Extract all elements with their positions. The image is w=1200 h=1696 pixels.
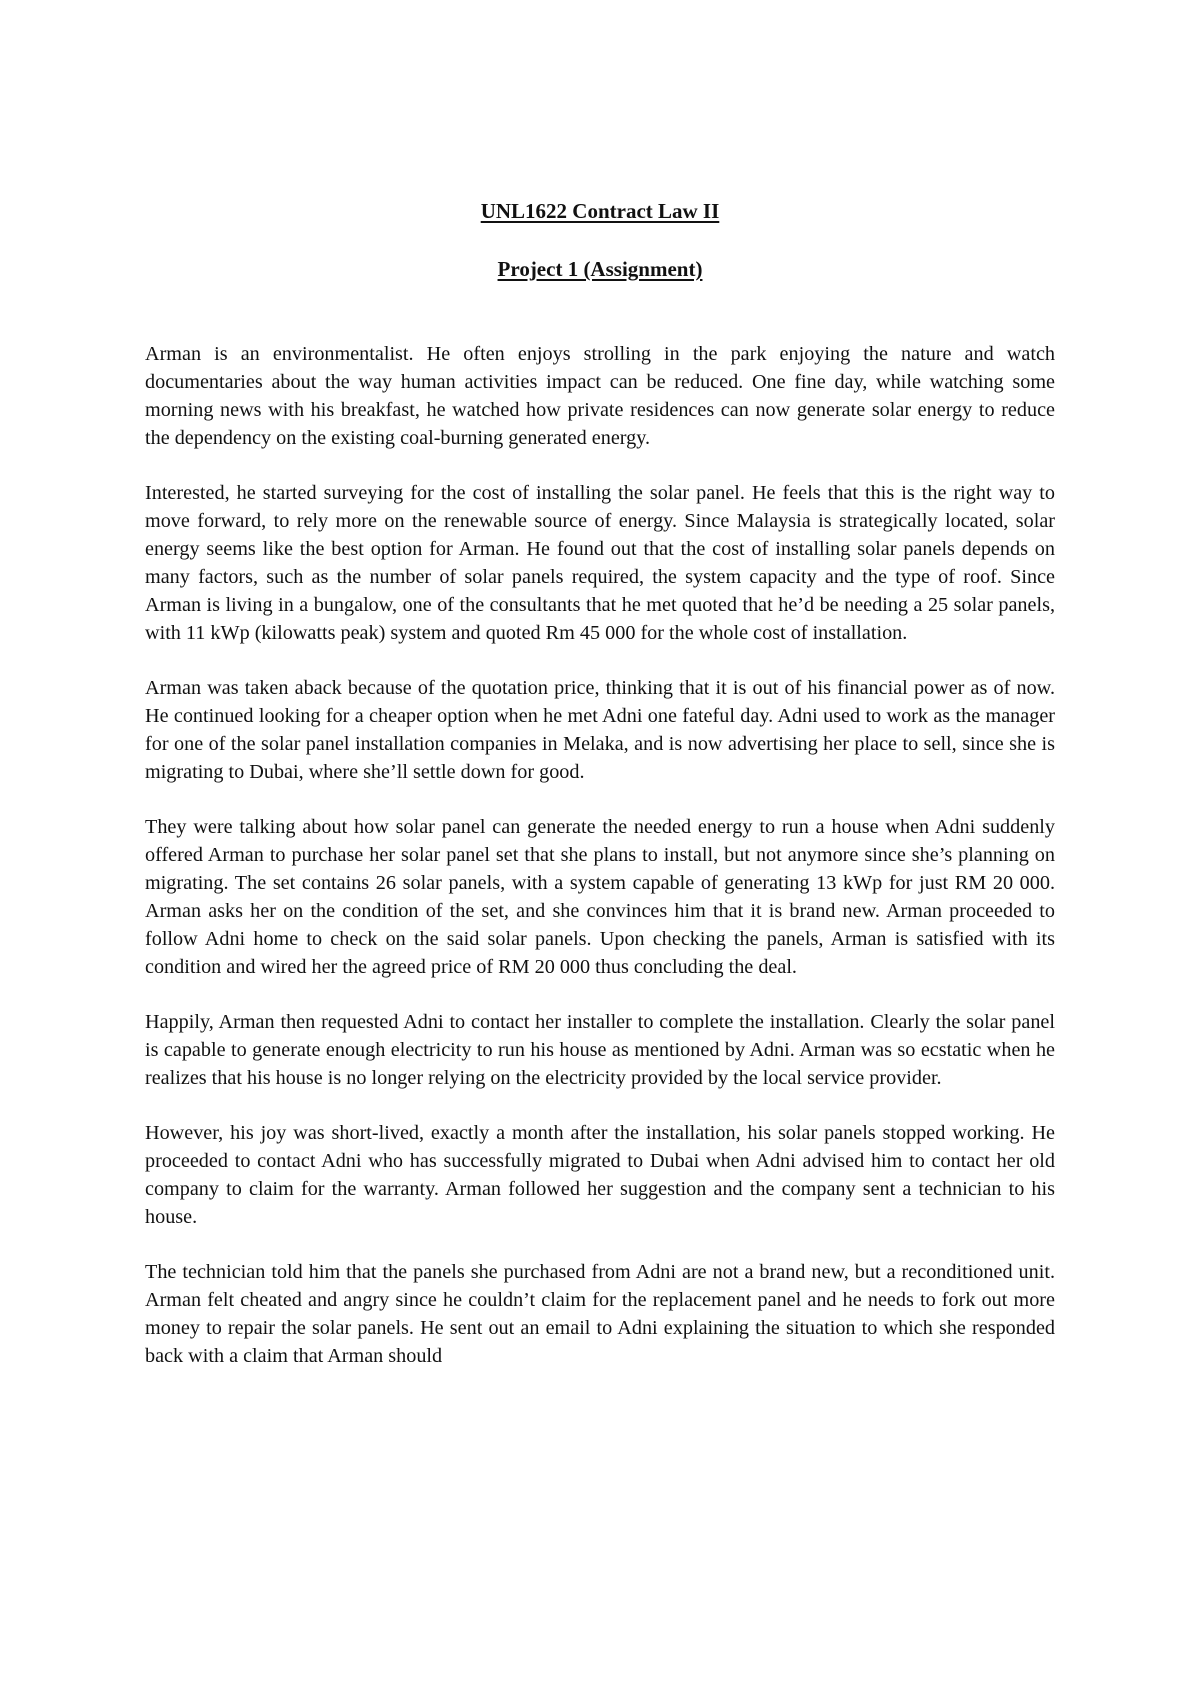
paragraph-5: Happily, Arman then requested Adni to contact her installer to complete the installation. Clearly the solar panel is capable to generate enough electricity to run his house as mentioned by Adni. Arman was so ecstatic when he realizes that his house is no longer relying on the electricity provided by the local service provider. — [145, 1011, 1055, 1089]
paragraph-4: They were talking about how solar panel can generate the needed energy to run a house when Adni suddenly offered Arman to purchase her solar panel set that she plans to install, but not anymore since she’s planning on migrating. The set contains 26 solar panels, with a system capable of generating 13 kWp for just RM 20 000. Arman asks her on the condition of the set, and she convinces him that it is brand new. Arman proceeded to follow Adni home to check on the said solar panels. Upon checking the panels, Arman is satisfied with its condition and wired her the agreed price of RM 20 000 thus concluding the deal. — [145, 816, 1055, 978]
paragraph-3: Arman was taken aback because of the quotation price, thinking that it is out of his financial power as of now. He continued looking for a cheaper option when he met Adni one fateful day. Adni used to work as the manager for one of the solar panel installation companies in Melaka, and is now advertising her place to sell, since she is migrating to Dubai, where she’ll settle down for good. — [145, 677, 1055, 783]
paragraph-1: Arman is an environmentalist. He often enjoys strolling in the park enjoying the nature and watch documentaries about the way human activities impact can be reduced. One fine day, while watching some morning news with his breakfast, he watched how private residences can now generate solar energy to reduce the dependency on the existing coal-burning generated energy. — [145, 343, 1055, 449]
paragraph-6: However, his joy was short-lived, exactly a month after the installation, his solar panels stopped working. He proceeded to contact Adni who has successfully migrated to Dubai when Adni advised him to contact her old company to claim for the warranty. Arman followed her suggestion and the company sent a technician to his house. — [145, 1122, 1055, 1228]
document-body — [145, 340, 1055, 1370]
project-title: Project 1 (Assignment) — [497, 257, 703, 281]
paragraph-7: The technician told him that the panels she purchased from Adni are not a brand new, but a reconditioned unit. Arman felt cheated and angry since he couldn’t claim for the replacement panel and he needs to fork out more money to repair the solar panels. He sent out an email to Adni explaining the situation to which she responded back with a claim that Arman should — [145, 1261, 1055, 1367]
course-title: UNL1622 Contract Law II — [480, 199, 720, 223]
paragraph-2: Interested, he started surveying for the cost of installing the solar panel. He feels that this is the right way to move forward, to rely more on the renewable source of energy. Since Malaysia is strategically located, solar energy seems like the best option for Arman. He found out that the cost of installing solar panels depends on many factors, such as the number of solar panels required, the system capacity and the type of roof. Since Arman is living in a bungalow, one of the consultants that he met quoted that he’d be needing a 25 solar panels, with 11 kWp (kilowatts peak) system and quoted Rm 45 000 for the whole cost of installation. — [145, 482, 1055, 644]
